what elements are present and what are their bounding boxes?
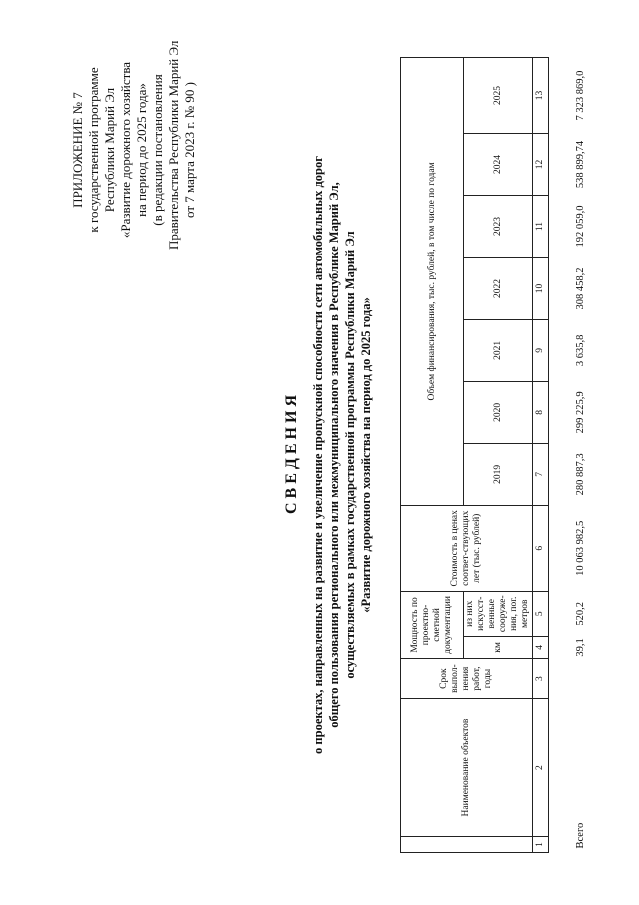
column-number: 13 (533, 58, 549, 134)
appendix-header (70, 40, 198, 250)
header-cell-cost: Стоимость в ценах соответ-ствующих лет (тыс. рублей) (401, 505, 533, 591)
subtitle-line: осуществляемых в рамках государственной программы Республики Марий Эл (343, 231, 357, 679)
total-2023: 192 059,0 (549, 196, 612, 258)
total-km: 39,1 (549, 636, 612, 658)
header-cell-artificial: из них искусст-венные сооруже-ния, пог. метров (464, 591, 533, 636)
year-cell: 2022 (464, 257, 533, 319)
total-cost: 10 063 982,5 (549, 505, 612, 591)
total-row (549, 58, 612, 853)
column-number: 8 (533, 381, 549, 443)
column-number: 1 (533, 837, 549, 853)
column-number: 4 (533, 636, 549, 658)
header-cell-name: Наименование объектов (401, 699, 533, 837)
column-number: 3 (533, 659, 549, 699)
subtitle-line: о проектах, направленных на развитие и увеличение пропускной способности сети автомобильных дорог (311, 156, 325, 754)
header-line: «Развитие дорожного хозяйства (118, 61, 133, 239)
header-line: (в редакции постановления (150, 74, 165, 226)
year-cell: 2020 (464, 381, 533, 443)
total-2024: 538 899,74 (549, 134, 612, 196)
column-number: 9 (533, 319, 549, 381)
column-number: 2 (533, 699, 549, 837)
year-cell: 2024 (464, 134, 533, 196)
header-cell-financing: Объем финансирования, тыс. рублей, в том числе по годам (401, 58, 464, 506)
header-line: на период до 2025 года» (134, 83, 149, 217)
header-line: ПРИЛОЖЕНИЕ № 7 (70, 92, 85, 208)
header-line: Республики Марий Эл (102, 87, 117, 213)
total-2022: 308 458,2 (549, 257, 612, 319)
total-2025: 7 323 869,0 (549, 58, 612, 134)
subtitle-line: «Развитие дорожного хозяйства на период до 2025 года» (359, 297, 373, 613)
total-label: Всего (549, 699, 612, 853)
projects-table (400, 57, 611, 853)
total-2019: 280 887,3 (549, 443, 612, 505)
header-line: к государственной программе (86, 67, 101, 233)
header-cell (401, 837, 533, 853)
column-number: 11 (533, 196, 549, 258)
header-cell-term: Срок выпол-нения работ, годы (401, 659, 533, 699)
column-number: 12 (533, 134, 549, 196)
column-number: 7 (533, 443, 549, 505)
year-cell: 2019 (464, 443, 533, 505)
total-2021: 3 635,8 (549, 319, 612, 381)
year-cell: 2023 (464, 196, 533, 258)
document-subtitle (310, 75, 374, 835)
header-cell-capacity: Мощность по проектно-сметной документации (401, 591, 464, 658)
total-term (549, 659, 612, 699)
column-number: 10 (533, 257, 549, 319)
year-cell: 2021 (464, 319, 533, 381)
year-cell: 2025 (464, 58, 533, 134)
total-artificial: 520,2 (549, 591, 612, 636)
subtitle-line: общего пользования регионального или межмуниципального значения в Республике Марий Эл, (327, 182, 341, 728)
column-number: 6 (533, 505, 549, 591)
header-line: Правительства Республики Марий Эл (166, 40, 181, 250)
column-numbers-row (533, 58, 549, 853)
header-line: от 7 марта 2023 г. № 90 ) (182, 82, 197, 218)
column-number: 5 (533, 591, 549, 636)
total-2020: 299 225,9 (549, 381, 612, 443)
document-title: СВЕДЕНИЯ (283, 390, 300, 515)
header-cell-km: км (464, 636, 533, 658)
